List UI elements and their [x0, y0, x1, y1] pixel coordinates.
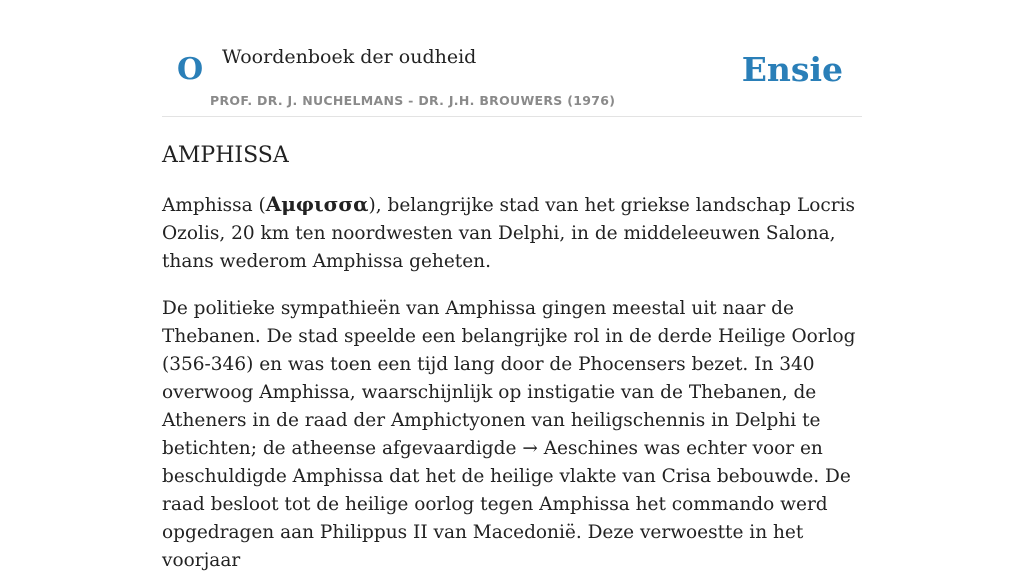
p2-text-before: De politieke sympathieën van Amphissa gingen meestal uit naar de Thebanen. De stad speelde een belangrijke rol in de derde Heilige Oorlog (356-346) en was toen een tijd lang door de Phocensers bezet. In 340 overwoog Amphissa, waarschijnlijk op instigatie van de Thebanen, de Atheners in de raad der Amphictyonen van heiligschennis in Delphi te betichten; de atheense afgevaardigde [162, 298, 856, 459]
entry-paragraph-1 [162, 190, 862, 276]
p2-text-after: was echter voor en beschuldigde Amphissa dat het de heilige vlakte van Crisa bebouwde. De raad besloot tot de heilige oorlog tegen Amphissa het commando werd opgedragen aan Philippus II van Macedonië. Deze verwoestte in het voorjaar [162, 438, 851, 571]
brand-logo[interactable]: Ensie [741, 50, 843, 89]
p1-text-after: ), belangrijke stad van het griekse landschap Locris Ozolis, 20 km ten noordwesten van Delphi, in de middeleeuwen Salona, thans wederom Amphissa geheten. [162, 195, 856, 272]
page [162, 0, 862, 575]
section-letter[interactable]: O [177, 52, 204, 87]
cross-reference-link[interactable]: → Aeschines [522, 438, 639, 459]
authors: PROF. DR. J. NUCHELMANS - DR. J.H. BROUWERS (1976) [210, 93, 616, 108]
book-title[interactable]: Woordenboek der oudheid [222, 46, 477, 68]
header [162, 0, 862, 117]
greek-name: Αμφισσα [265, 192, 369, 216]
p1-text-before: Amphissa ( [162, 195, 266, 216]
entry-paragraph-2 [162, 295, 862, 575]
entry-title: AMPHISSA [162, 143, 289, 168]
